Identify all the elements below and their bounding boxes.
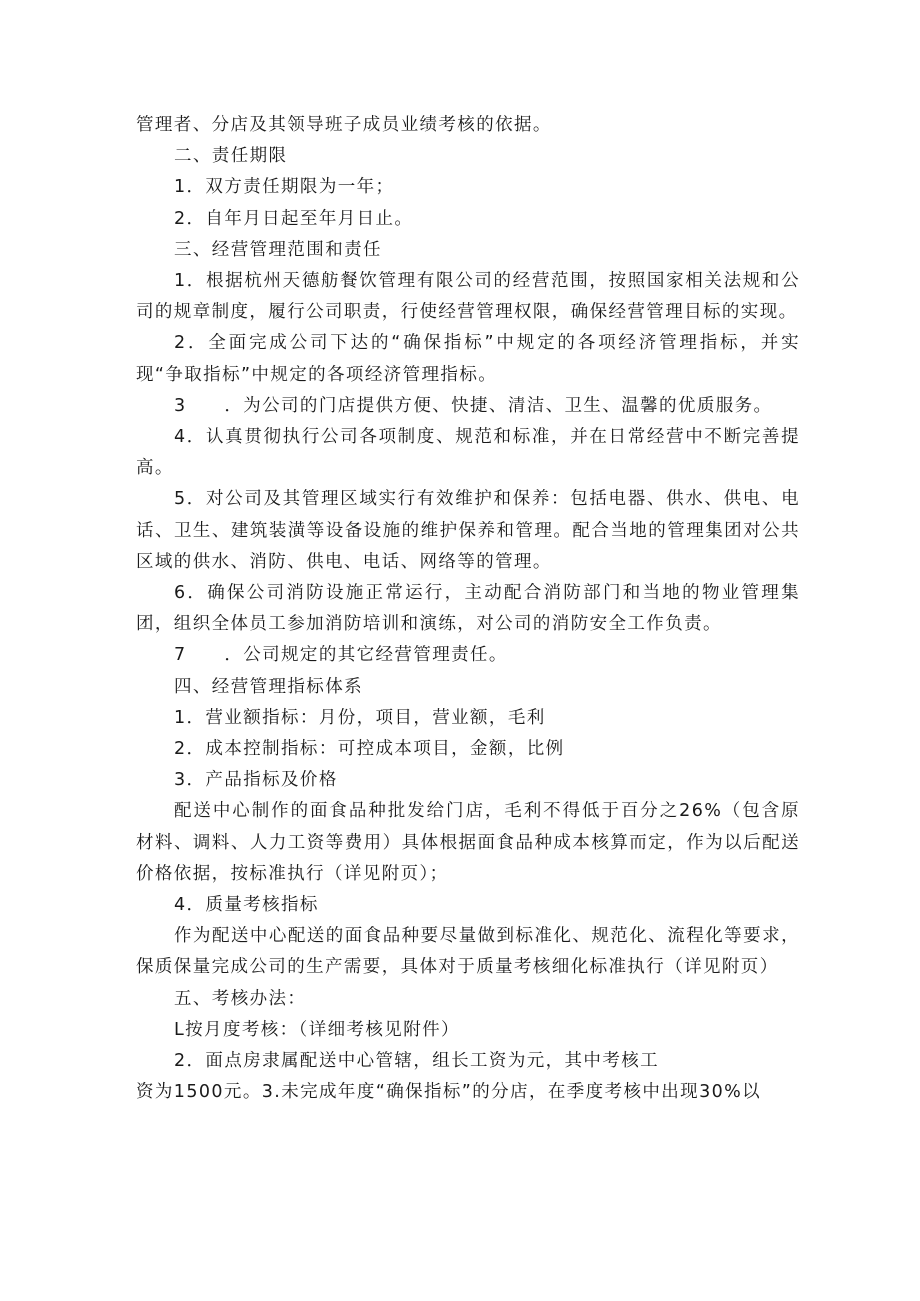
indicator-item-2: 2．成本控制指标：可控成本项目，金额，比例 [174, 739, 565, 760]
scope-item-3: 3 ．为公司的门店提供方便、快捷、清洁、卫生、温馨的优质服务。 [174, 395, 773, 416]
assessment-item-2-continuation: 资为1500元。3.未完成年度“确保指标”的分店，在季度考核中出现30%以 [136, 1082, 762, 1103]
term-item-1: 1．双方责任期限为一年； [174, 177, 395, 198]
term-item-2: 2．自年月日起至年月日止。 [174, 208, 414, 229]
indicator-item-1: 1．营业额指标：月份，项目，营业额，毛利 [174, 707, 546, 728]
scope-item-2: 2．全面完成公司下达的“确保指标”中规定的各项经济管理指标，并实现“争取指标”中规定的各项经济管理指标。 [136, 333, 800, 385]
scope-item-5: 5．对公司及其管理区域实行有效维护和保养：包括电器、供水、供电、电话、卫生、建筑装潢等设备设施的维护保养和管理。配合当地的管理集团对公共区域的供水、消防、供电、电话、网络等的管理。 [136, 489, 800, 572]
indicator-item-4-detail: 作为配送中心配送的面食品种要尽量做到标准化、规范化、流程化等要求，保质保量完成公司的生产需要，具体对于质量考核细化标准执行（详见附页） [136, 926, 800, 978]
indicator-item-4: 4．质量考核指标 [174, 895, 319, 916]
section-heading-assessment: 五、考核办法： [174, 988, 307, 1009]
scope-item-4: 4．认真贯彻执行公司各项制度、规范和标准，并在日常经营中不断完善提高。 [136, 427, 800, 479]
assessment-item-1: L按月度考核：（详细考核见附件） [174, 1019, 460, 1040]
section-heading-indicators: 四、经营管理指标体系 [174, 676, 363, 697]
scope-item-1: 1．根据杭州天德舫餐饮管理有限公司的经营范围，按照国家相关法规和公司的规章制度，履行公司职责，行使经营管理权限，确保经营管理目标的实现。 [136, 271, 800, 323]
section-heading-term: 二、责任期限 [174, 146, 288, 167]
scope-item-6: 6．确保公司消防设施正常运行，主动配合消防部门和当地的物业管理集团，组织全体员工参加消防培训和演练，对公司的消防安全工作负责。 [136, 583, 800, 635]
indicator-item-3-detail: 配送中心制作的面食品种批发给门店，毛利不得低于百分之26%（包含原材料、调料、人力工资等费用）具体根据面食品种成本核算而定，作为以后配送价格依据，按标准执行（详见附页）； [136, 801, 800, 884]
scope-item-7: 7 ．公司规定的其它经营管理责任。 [174, 645, 508, 666]
section-heading-scope: 三、经营管理范围和责任 [174, 239, 382, 260]
assessment-item-2: 2．面点房隶属配送中心管辖，组长工资为元，其中考核工 [174, 1051, 660, 1072]
paragraph-continuation: 管理者、分店及其领导班子成员业绩考核的依据。 [136, 115, 552, 135]
document-body [136, 110, 800, 1109]
indicator-item-3: 3．产品指标及价格 [174, 770, 338, 791]
